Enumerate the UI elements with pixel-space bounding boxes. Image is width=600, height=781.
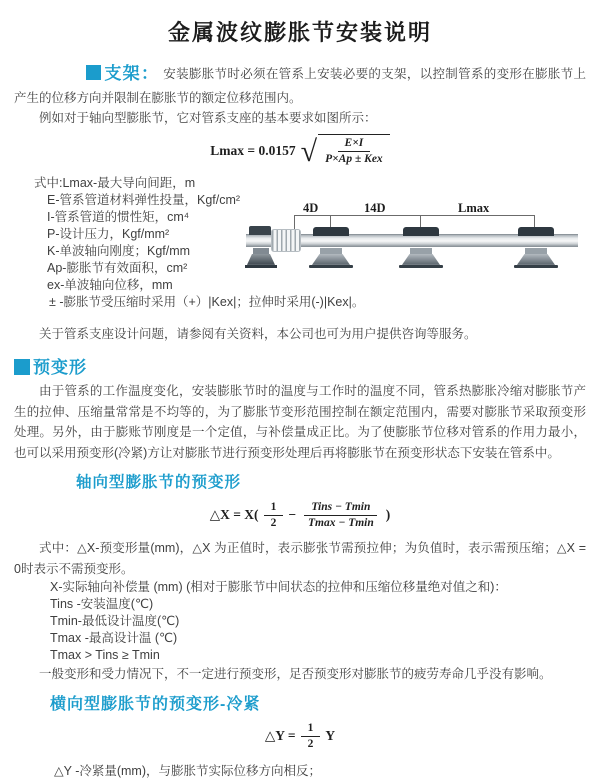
section-marker-icon (14, 359, 30, 375)
dx-formula-minus: − (288, 507, 297, 523)
anchor-plate (245, 265, 277, 268)
dx-half-denominator: 2 (270, 516, 277, 529)
lmax-formula-lhs: Lmax = 0.0157 (210, 142, 296, 158)
support-clamp (403, 227, 439, 236)
definition-line: I-管系管道的惯性矩，cm⁴ (47, 209, 190, 224)
support-intro-paragraph (14, 60, 586, 108)
definition-line: 式中:Lmax-最大导向间距，m (34, 175, 196, 190)
axial-definition-line: Tins -安装温度(℃) (50, 597, 154, 612)
axial-definition-line: Tmin-最低设计温度(℃) (50, 614, 180, 629)
lmax-formula-fraction (318, 134, 390, 167)
anchor-base (247, 254, 275, 265)
anchor-saddle (253, 248, 269, 254)
axial-definition-line: X-实际轴向补偿量 (mm) (相对于膨胀节中间状态的拉伸和压缩位移量绝对值之和)： (50, 580, 507, 595)
support-clamp (518, 227, 554, 236)
support-clamp (313, 227, 349, 236)
lateral-formula-note: △Y -冷紧量(mm)，与膨胀节实际位移方向相反； (54, 763, 322, 778)
dimension-label-lmax: Lmax (458, 200, 490, 215)
support-base (312, 254, 350, 265)
definition-line: E-管系管道材料弹性投量，Kgf/cm² (47, 192, 241, 207)
support-section-heading: 支架： (104, 64, 160, 83)
dx-formula-temp-fraction (301, 500, 381, 531)
definition-line: Ap-膨胀节有效面积，cm² (47, 260, 188, 275)
axial-definitions-list (14, 579, 586, 664)
predeform-paragraph: 由于管系的工作温度变化，安装膨胀节时的温度与工作时的温度不同，管系热膨胀冷缩对膨胀节产生的拉伸、压缩量常常是不均等的，为了膨胀节变形范围控制在额定范围内，需要对膨胀节采取预变形处理。另外，由于膨账节刚度是一个定值，与补偿量成正比。为了使膨胀节位移对管系的作用力最小，也可以采用预变形(冷紧)方让对膨胀节进行预变形处理后再将膨胀节在预变形状态下安装在管系中。 (14, 384, 586, 460)
definitions-and-diagram (14, 175, 586, 323)
predeform-section-heading (14, 353, 586, 378)
definition-line: ex-单波轴向位移，mm (47, 277, 173, 292)
support-base (402, 254, 440, 265)
dy-formula-fraction (301, 721, 321, 752)
support-base (517, 254, 555, 265)
dx-formula-lhs: △X = X( (209, 507, 259, 523)
lmax-formula-numerator: E×I (338, 136, 371, 152)
definition-line: ± -膨胀节受压缩时采用（+）|Kex|；拉伸时采用(-)|Kex|。 (49, 294, 365, 309)
dx-formula-rhs: ) (385, 507, 391, 523)
dx-temp-numerator: Tins − Tmin (304, 500, 377, 516)
support-saddle (525, 248, 547, 254)
axial-footer-note: 一般变形和受力情况下，不一定进行预变形，足否预变形对膨胀节的疲劳寿命几乎没有影响。 (39, 667, 552, 682)
dx-temp-denominator: Tmax − Tmin (308, 516, 374, 529)
pipe-support-diagram (246, 201, 584, 283)
lateral-predeform-formula (14, 721, 586, 752)
square-root-icon: √ (300, 134, 318, 168)
dimension-label-14d: 14D (364, 200, 386, 215)
dimension-label-4d: 4D (303, 200, 319, 215)
support-plate (399, 265, 443, 268)
anchor-clamp (249, 226, 271, 235)
lmax-formula-denominator: P×Ap ± Kex (325, 153, 383, 166)
dy-formula-lhs: △Y = (264, 728, 296, 744)
support-intro-text: 安装膨胀节时必须在管系上安装必要的支架，以控制管系的变形在膨胀节上产生的位移方向并限制在膨胀节的额定位移范围内。 (14, 67, 586, 105)
dx-half-numerator: 1 (264, 500, 284, 516)
page-title: 金属波纹膨胀节安装说明 (167, 20, 432, 45)
dx-formula-half-fraction (264, 500, 284, 531)
support-saddle (410, 248, 432, 254)
guide-support (514, 201, 558, 283)
axial-definition-line: Tmax -最高设计温 (℃) (50, 631, 178, 646)
support-saddle (320, 248, 342, 254)
support-example-line: 例如对于轴向型膨胀节，它对管系支座的基本要求如图所示： (39, 111, 377, 126)
guide-support (309, 201, 353, 283)
fixed-anchor-support (246, 201, 276, 283)
axial-predeform-formula (14, 497, 586, 533)
predeform-heading-text: 预变形 (33, 358, 87, 378)
support-plate (309, 265, 353, 268)
support-plate (514, 265, 558, 268)
axial-predeform-heading: 轴向型膨胀节的预变形 (76, 474, 242, 492)
dy-denominator: 2 (307, 737, 314, 750)
definition-line: K-单波轴向刚度；Kgf/mm (47, 243, 191, 258)
guide-support (399, 201, 443, 283)
definition-line: P-设计压力，Kgf/mm² (47, 226, 170, 241)
section-marker-icon (86, 65, 101, 80)
axial-formula-note: 式中：△X-预变形量(mm)，△X 为正值时，表示膨张节需预拉伸；为负值时，表示需预压缩；△X = 0时表示不需预变形。 (14, 541, 586, 576)
lmax-formula (14, 134, 586, 168)
support-service-note: 关于管系支座设计问题，请参阅有关资料，本公司也可为用户提供咨询等服务。 (39, 326, 477, 341)
axial-definition-line: Tmax > Tins ≥ Tmin (50, 648, 160, 663)
lateral-predeform-heading: 横向型膨胀节的预变形-冷紧 (50, 695, 261, 713)
dy-numerator: 1 (301, 721, 321, 737)
dy-formula-rhs: Y (325, 728, 336, 744)
